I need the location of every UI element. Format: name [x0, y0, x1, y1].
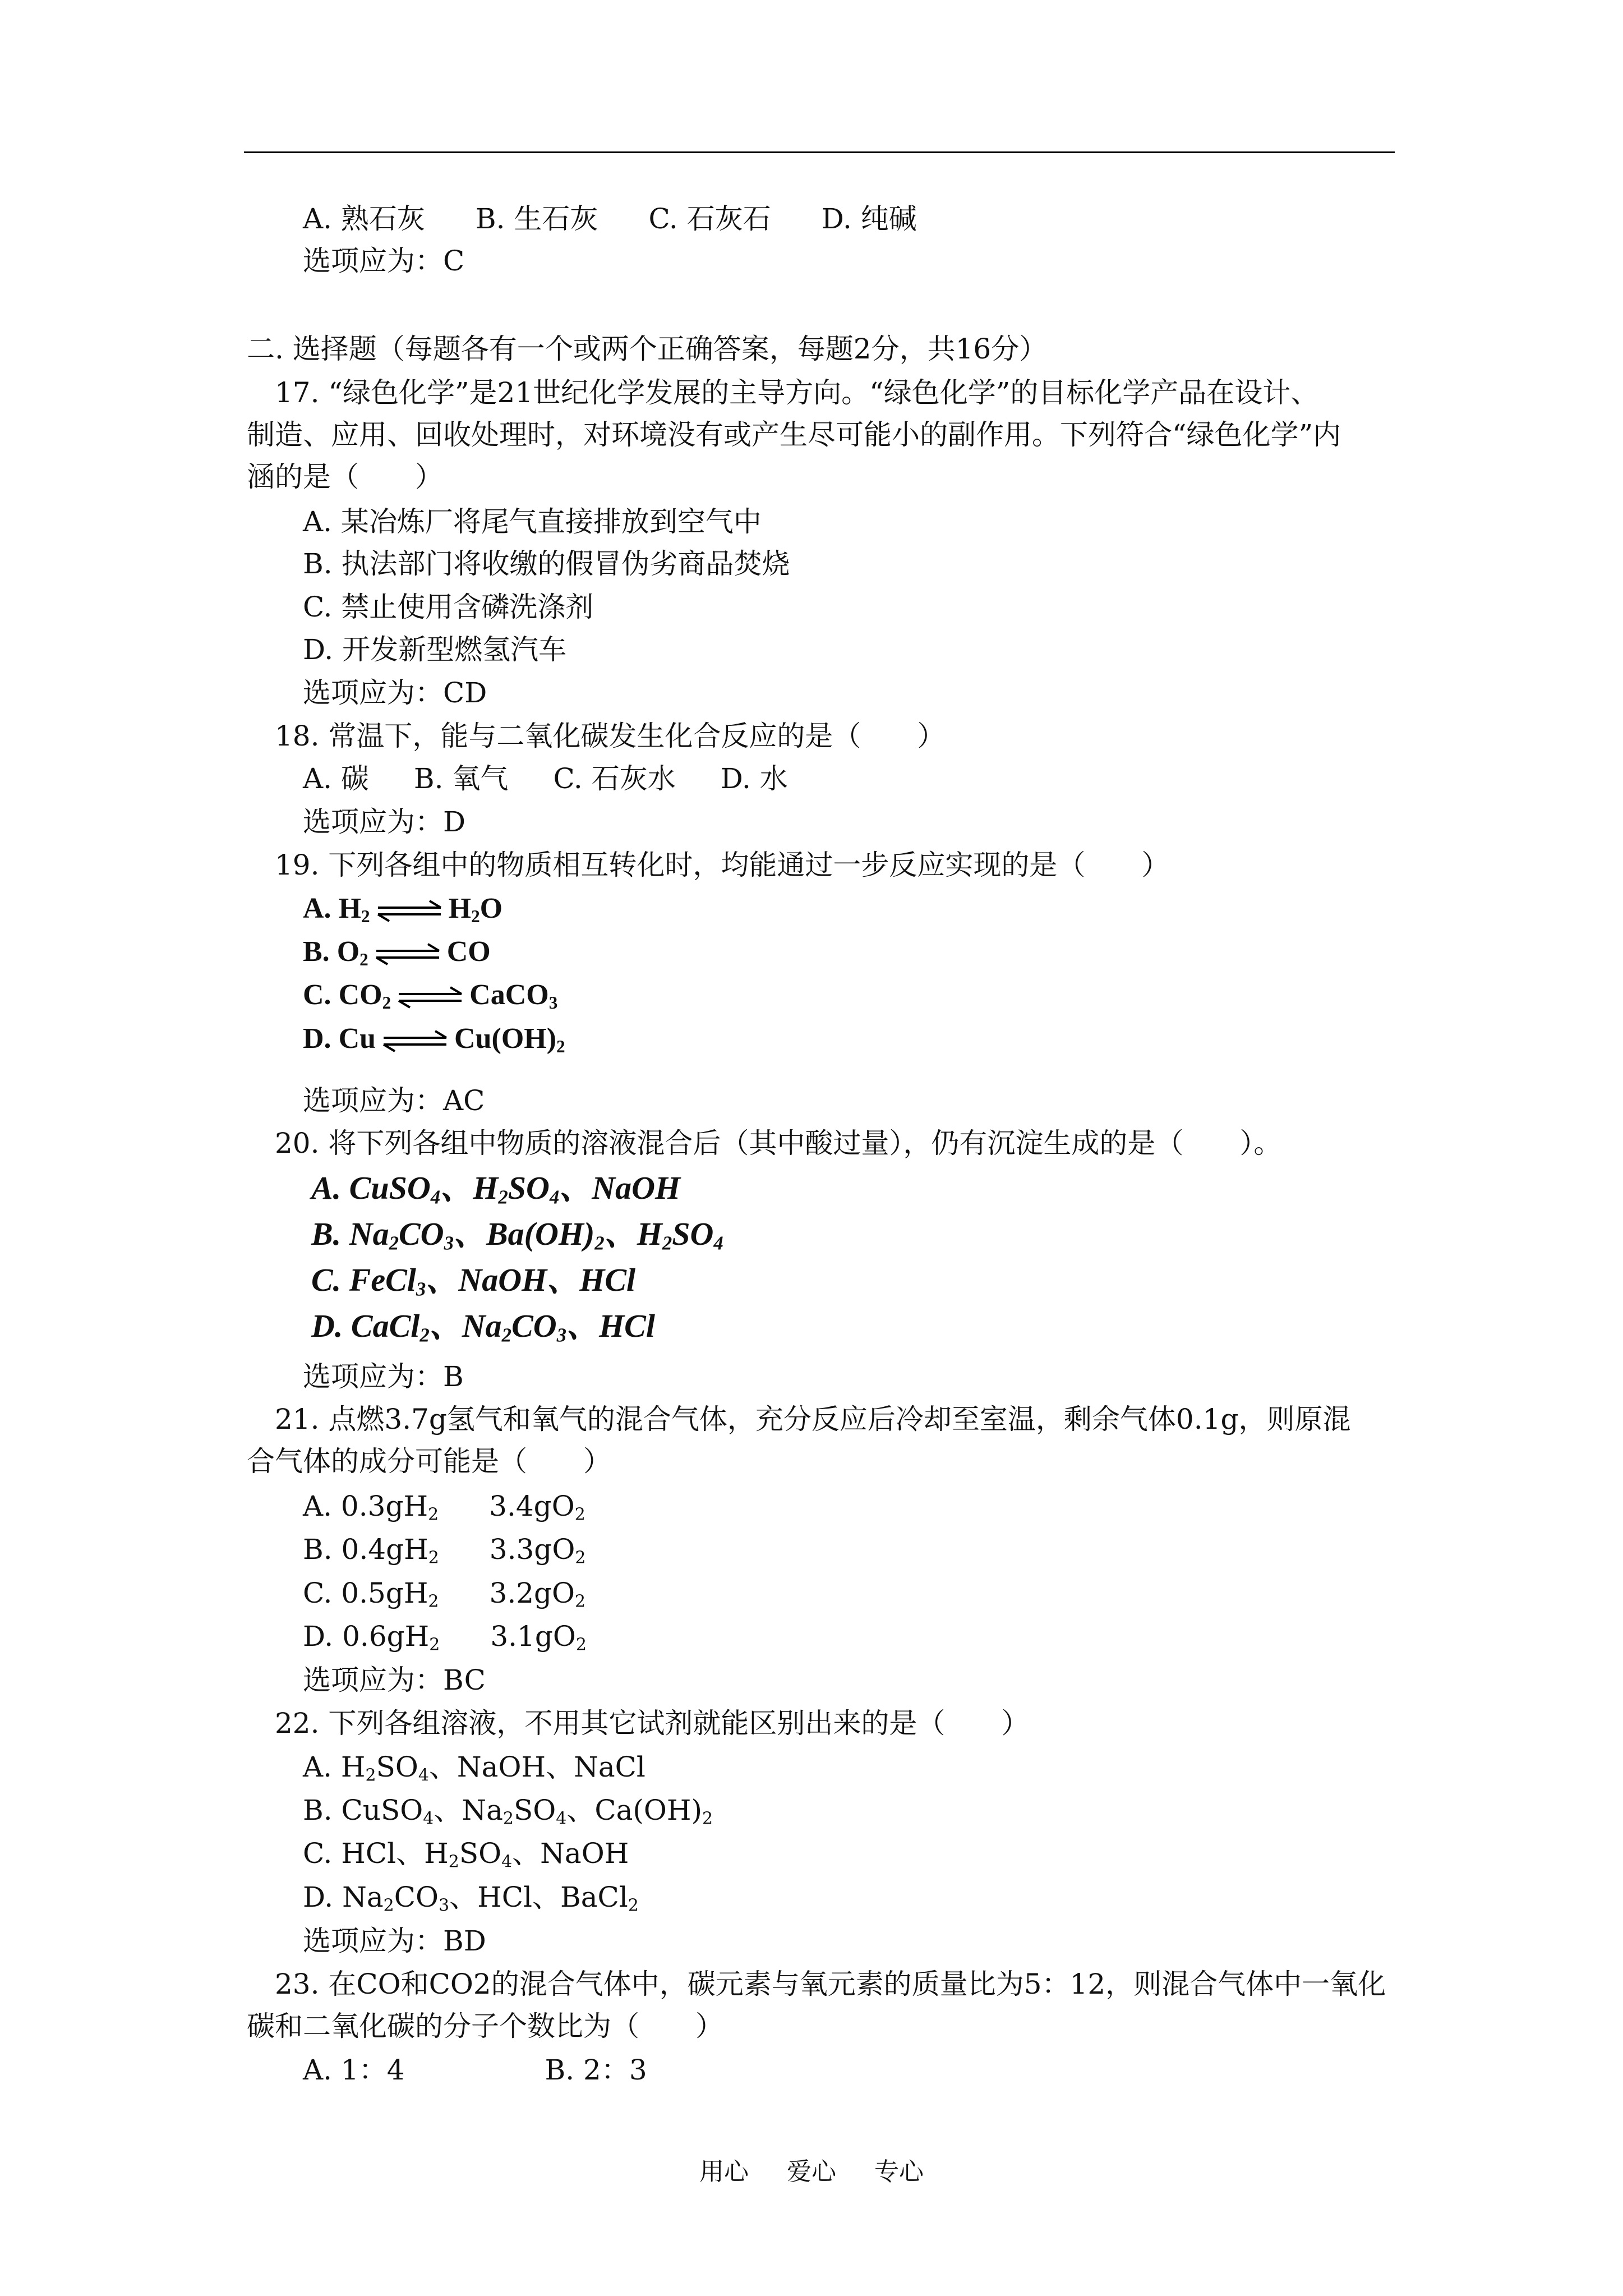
- q23-stem-line1: 23. 在CO和CO2的混合气体中，碳元素与氧元素的质量比为5：12，则混合气体中一氧化: [275, 1968, 1386, 2000]
- q21-option-b: B. $0.4gH_2$ $3.3gO_2$: [303, 1533, 586, 1568]
- q21-answer: 选项应为：BC: [303, 1664, 486, 1696]
- q19-option-b-left-sub: 2: [359, 949, 368, 969]
- equilibrium-arrow-icon: [376, 900, 443, 922]
- footer-word-1: 用心: [699, 2157, 749, 2186]
- footer-word-3: 专心: [874, 2157, 924, 2186]
- q21-option-a-hydrogen: 0.3g: [340, 1490, 404, 1522]
- q19-option-d-right: Cu(OH): [454, 1023, 557, 1055]
- q16-option-c: C. 石灰石: [648, 203, 771, 235]
- q17-stem-line1: 17. “绿色化学”是21世纪化学发展的主导方向。“绿色化学”的目标化学产品在设计、: [275, 376, 1319, 409]
- q21-option-a-oxygen: 3.4g: [489, 1490, 552, 1522]
- q19-stem: 19. 下列各组中的物质相互转化时，均能通过一步反应实现的是（ ）: [275, 849, 1170, 881]
- q21-stem-line2: 合气体的成分可能是（ ）: [247, 1445, 611, 1478]
- q19-answer: 选项应为：AC: [303, 1084, 485, 1117]
- q19-option-a: [303, 889, 502, 928]
- q19-option-c-left-sub: 2: [382, 992, 391, 1013]
- q21-option-b-label: B.: [303, 1533, 333, 1566]
- q16-option-a: A. 熟石灰: [303, 203, 425, 235]
- q19-option-c-left: CO: [338, 979, 382, 1011]
- section-heading: 二. 选择题（每题各有一个或两个正确答案，每题2分，共16分）: [247, 333, 1048, 365]
- q17-stem-line3: 涵的是（ ）: [247, 461, 443, 493]
- footer-word-2: 爱心: [787, 2157, 836, 2186]
- q23-option-b: B. 2：3: [545, 2054, 647, 2086]
- q23-stem-line2: 碳和二氧化碳的分子个数比为（ ）: [247, 2010, 723, 2042]
- q19-option-a-right-tail: O: [479, 892, 503, 924]
- q21-option-d-label: D.: [303, 1620, 334, 1653]
- q16-answer: 选项应为：C: [303, 245, 465, 277]
- q21-option-c-label: C.: [303, 1577, 333, 1609]
- q22-option-b: B. CuSO$_4$、$Na_2SO_4$、$Ca(OH)_2$: [303, 1794, 713, 1829]
- q16-options: [303, 199, 917, 238]
- q19-option-c-label: C.: [303, 979, 331, 1011]
- q22-answer: 选项应为：BD: [303, 1925, 486, 1957]
- q18-option-a: A. 碳: [303, 762, 369, 795]
- q22-option-d: D. $Na_2CO_3$、HCl、BaCl$_2$: [303, 1881, 639, 1916]
- q22-option-a: A. $H_2SO_4$、NaOH、NaCl: [303, 1751, 645, 1786]
- q18-answer: 选项应为：D: [303, 806, 466, 838]
- q21-option-b-hydrogen: 0.4g: [341, 1533, 404, 1566]
- q20-answer: 选项应为：B: [303, 1360, 464, 1393]
- equilibrium-arrow-icon: [374, 943, 441, 965]
- q22-option-c: C. HCl、$H_2SO_4$、NaOH: [303, 1837, 629, 1872]
- q17-option-c: C. 禁止使用含磷洗涤剂: [303, 591, 594, 623]
- q19-option-d: [303, 1019, 565, 1059]
- q17-stem-line2: 制造、应用、回收处理时，对环境没有或产生尽可能小的副作用。下列符合“绿色化学”内: [247, 418, 1341, 451]
- q21-option-d-oxygen: 3.1g: [490, 1620, 553, 1653]
- q21-option-a-label: A.: [303, 1490, 333, 1522]
- q18-option-b: B. 氧气: [413, 762, 509, 795]
- q18-options: [303, 759, 788, 798]
- q20-option-c: C. FeCl$_3$、NaOH、HCl: [311, 1262, 636, 1300]
- q21-option-c-oxygen: 3.2g: [489, 1577, 552, 1609]
- q19-option-a-right: H: [448, 892, 472, 924]
- q21-option-a: A. $0.3gH_2$ $3.4gO_2$: [303, 1490, 585, 1525]
- q21-option-d-hydrogen: 0.6g: [342, 1620, 405, 1653]
- q18-stem: 18. 常温下，能与二氧化碳发生化合反应的是（ ）: [275, 720, 946, 752]
- q19-option-b-left: O: [336, 936, 360, 968]
- q17-option-b: B. 执法部门将收缴的假冒伪劣商品焚烧: [303, 547, 790, 580]
- q19-option-c-right: CaCO: [469, 979, 549, 1011]
- q21-stem-line1: 21. 点燃3.7g氢气和氧气的混合气体，充分反应后冷却至室温，剩余气体0.1g，则原混: [275, 1403, 1351, 1435]
- q18-option-d: D. 水: [720, 762, 788, 795]
- q17-option-a: A. 某冶炼厂将尾气直接排放到空气中: [303, 505, 762, 538]
- q19-option-d-label: D.: [303, 1023, 331, 1055]
- q21-option-c-hydrogen: 0.5g: [341, 1577, 404, 1609]
- q19-option-a-left: H: [338, 892, 362, 924]
- header-rule: [244, 151, 1395, 153]
- page-footer: [0, 2151, 1623, 2187]
- q19-option-c-right-sub: 3: [548, 992, 558, 1013]
- q20-option-d: D. CaCl$_2$、$Na_2CO_3$、HCl: [311, 1308, 655, 1346]
- q23-options: [303, 2050, 647, 2090]
- q19-option-c: [303, 976, 557, 1015]
- q17-option-d: D. 开发新型燃氢汽车: [303, 633, 567, 666]
- equilibrium-arrow-icon: [381, 1030, 449, 1052]
- q19-option-b-label: B.: [303, 936, 330, 968]
- q16-option-d: D. 纯碱: [821, 203, 917, 235]
- q19-option-a-label: A.: [303, 892, 331, 924]
- q19-option-d-right-sub: 2: [556, 1036, 565, 1056]
- q19-option-b-right: CO: [446, 936, 491, 968]
- q20-option-a: A. CuSO$_4$、$H_2SO_4$、NaOH: [311, 1170, 681, 1208]
- q19-option-b: [303, 932, 491, 972]
- q19-option-d-left: Cu: [338, 1023, 376, 1055]
- q20-option-b: B. $Na_2CO_3$、$Ba(OH)_2$、$H_2SO_4$: [311, 1216, 723, 1254]
- equilibrium-arrow-icon: [396, 986, 464, 1009]
- q19-option-a-right-sub: 2: [471, 906, 480, 926]
- q19-option-a-left-sub: 2: [361, 906, 370, 926]
- q23-option-a: A. 1：4: [303, 2054, 405, 2086]
- q21-option-d: D. $0.6gH_2$ $3.1gO_2$: [303, 1620, 587, 1655]
- q22-stem: 22. 下列各组溶液，不用其它试剂就能区别出来的是（ ）: [275, 1707, 1030, 1740]
- q20-stem: 20. 将下列各组中物质的溶液混合后（其中酸过量），仍有沉淀生成的是（ ）。: [275, 1127, 1282, 1159]
- q17-answer: 选项应为：CD: [303, 677, 487, 709]
- q16-option-b: B. 生石灰: [475, 203, 598, 235]
- q21-option-b-oxygen: 3.3g: [489, 1533, 552, 1566]
- q21-option-c: C. $0.5gH_2$ $3.2gO_2$: [303, 1577, 586, 1612]
- q18-option-c: C. 石灰水: [553, 762, 676, 795]
